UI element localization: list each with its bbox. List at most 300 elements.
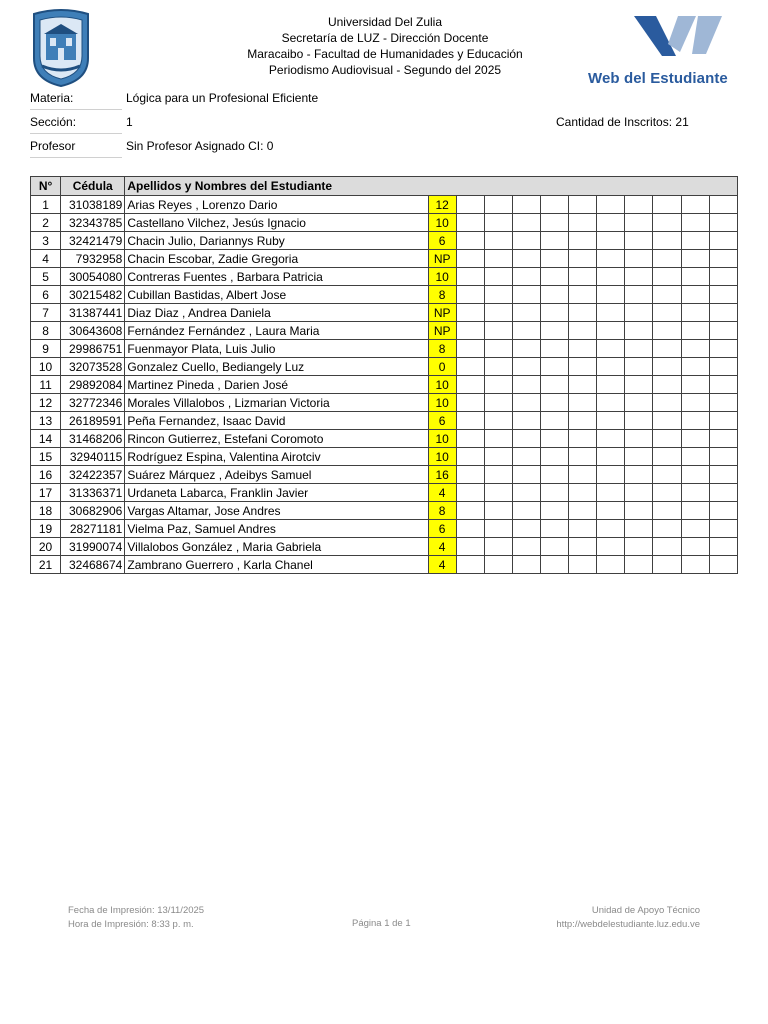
row-number: 2: [31, 214, 61, 232]
empty-grade-cell: [541, 538, 569, 556]
empty-grade-cell: [597, 304, 625, 322]
row-cedula: 32073528: [61, 358, 125, 376]
row-grade: 10: [428, 268, 456, 286]
empty-grade-cell: [484, 322, 512, 340]
empty-grade-cell: [681, 448, 709, 466]
empty-grade-cell: [541, 376, 569, 394]
row-student-name: Morales Villalobos , Lizmarian Victoria: [125, 394, 428, 412]
empty-grade-cell: [541, 466, 569, 484]
table-row: [31, 556, 738, 574]
document-header: [180, 14, 590, 78]
empty-grade-cell: [653, 484, 681, 502]
students-table: [30, 176, 738, 574]
profesor-label: Profesor: [30, 135, 122, 158]
empty-grade-cell: [456, 412, 484, 430]
empty-grade-cell: [484, 412, 512, 430]
empty-grade-cell: [625, 376, 653, 394]
row-cedula: 32343785: [61, 214, 125, 232]
empty-grade-cell: [653, 538, 681, 556]
table-row: [31, 268, 738, 286]
empty-grade-cell: [456, 304, 484, 322]
empty-grade-cell: [681, 304, 709, 322]
empty-grade-cell: [541, 268, 569, 286]
empty-grade-cell: [541, 196, 569, 214]
empty-grade-cell: [597, 484, 625, 502]
empty-grade-cell: [456, 250, 484, 268]
empty-grade-cell: [625, 502, 653, 520]
empty-grade-cell: [512, 466, 540, 484]
empty-grade-cell: [625, 394, 653, 412]
empty-grade-cell: [709, 268, 737, 286]
empty-grade-cell: [597, 250, 625, 268]
secretaria-line: Secretaría de LUZ - Dirección Docente: [281, 31, 489, 45]
empty-grade-cell: [597, 196, 625, 214]
empty-grade-cell: [456, 448, 484, 466]
empty-grade-cell: [709, 196, 737, 214]
row-number: 9: [31, 340, 61, 358]
empty-grade-cell: [625, 556, 653, 574]
profesor-value: Sin Profesor Asignado CI: 0: [126, 139, 274, 153]
empty-grade-cell: [456, 538, 484, 556]
row-cedula: 32421479: [61, 232, 125, 250]
row-grade: 6: [428, 520, 456, 538]
seccion-value: 1: [126, 115, 133, 129]
empty-grade-cell: [541, 232, 569, 250]
row-cedula: 32772346: [61, 394, 125, 412]
empty-grade-cell: [484, 448, 512, 466]
row-student-name: Rincon Gutierrez, Estefani Coromoto: [125, 430, 428, 448]
table-header-row: [31, 177, 738, 196]
empty-grade-cell: [709, 538, 737, 556]
empty-grade-cell: [541, 394, 569, 412]
empty-grade-cell: [512, 340, 540, 358]
empty-grade-cell: [484, 538, 512, 556]
table-row: [31, 232, 738, 250]
row-cedula: 26189591: [61, 412, 125, 430]
empty-grade-cell: [569, 412, 597, 430]
row-grade: 10: [428, 376, 456, 394]
print-time: Hora de Impresión: 8:33 p. m.: [68, 919, 194, 930]
row-student-name: Martinez Pineda , Darien José: [125, 376, 428, 394]
row-grade: NP: [428, 304, 456, 322]
row-number: 10: [31, 358, 61, 376]
seccion-label: Sección:: [30, 111, 122, 134]
empty-grade-cell: [653, 268, 681, 286]
empty-grade-cell: [653, 358, 681, 376]
empty-grade-cell: [625, 484, 653, 502]
support-info: [556, 904, 700, 932]
empty-grade-cell: [597, 466, 625, 484]
empty-grade-cell: [709, 394, 737, 412]
empty-grade-cell: [569, 358, 597, 376]
row-cedula: 29892084: [61, 376, 125, 394]
empty-grade-cell: [569, 250, 597, 268]
inscritos-count: Cantidad de Inscritos: 21: [556, 115, 689, 129]
empty-grade-cell: [484, 502, 512, 520]
empty-grade-cell: [709, 358, 737, 376]
empty-grade-cell: [512, 196, 540, 214]
col-header-number: N°: [31, 177, 61, 196]
empty-grade-cell: [597, 322, 625, 340]
empty-grade-cell: [541, 502, 569, 520]
empty-grade-cell: [569, 214, 597, 232]
empty-grade-cell: [653, 250, 681, 268]
empty-grade-cell: [456, 376, 484, 394]
empty-grade-cell: [569, 340, 597, 358]
row-student-name: Gonzalez Cuello, Bediangely Luz: [125, 358, 428, 376]
empty-grade-cell: [681, 358, 709, 376]
row-cedula: 30215482: [61, 286, 125, 304]
faculty-line: Maracaibo - Facultad de Humanidades y Educación: [247, 47, 523, 61]
empty-grade-cell: [709, 412, 737, 430]
row-grade: 10: [428, 430, 456, 448]
empty-grade-cell: [484, 484, 512, 502]
empty-grade-cell: [484, 232, 512, 250]
empty-grade-cell: [484, 268, 512, 286]
empty-grade-cell: [681, 502, 709, 520]
empty-grade-cell: [653, 466, 681, 484]
empty-grade-cell: [709, 466, 737, 484]
empty-grade-cell: [541, 448, 569, 466]
row-student-name: Fuenmayor Plata, Luis Julio: [125, 340, 428, 358]
table-row: [31, 484, 738, 502]
print-date: Fecha de Impresión: 13/11/2025: [68, 905, 205, 916]
empty-grade-cell: [541, 214, 569, 232]
empty-grade-cell: [681, 412, 709, 430]
empty-grade-cell: [681, 196, 709, 214]
empty-grade-cell: [456, 196, 484, 214]
empty-grade-cell: [512, 358, 540, 376]
empty-grade-cell: [456, 286, 484, 304]
row-number: 6: [31, 286, 61, 304]
empty-grade-cell: [456, 322, 484, 340]
row-cedula: 29986751: [61, 340, 125, 358]
empty-grade-cell: [569, 430, 597, 448]
empty-grade-cell: [681, 484, 709, 502]
empty-grade-cell: [625, 412, 653, 430]
empty-grade-cell: [709, 430, 737, 448]
empty-grade-cell: [681, 520, 709, 538]
empty-grade-cell: [653, 430, 681, 448]
empty-grade-cell: [541, 340, 569, 358]
empty-grade-cell: [625, 538, 653, 556]
empty-grade-cell: [569, 520, 597, 538]
row-cedula: 32422357: [61, 466, 125, 484]
row-cedula: 30643608: [61, 322, 125, 340]
empty-grade-cell: [512, 412, 540, 430]
empty-grade-cell: [512, 232, 540, 250]
empty-grade-cell: [484, 286, 512, 304]
table-row: [31, 376, 738, 394]
table-row: [31, 250, 738, 268]
empty-grade-cell: [456, 232, 484, 250]
empty-grade-cell: [569, 484, 597, 502]
empty-grade-cell: [541, 412, 569, 430]
table-row: [31, 394, 738, 412]
row-number: 12: [31, 394, 61, 412]
empty-grade-cell: [597, 376, 625, 394]
table-row: [31, 286, 738, 304]
empty-grade-cell: [569, 286, 597, 304]
empty-grade-cell: [681, 232, 709, 250]
empty-grade-cell: [456, 520, 484, 538]
empty-grade-cell: [569, 502, 597, 520]
empty-grade-cell: [541, 520, 569, 538]
empty-grade-cell: [597, 412, 625, 430]
row-number: 18: [31, 502, 61, 520]
empty-grade-cell: [484, 340, 512, 358]
empty-grade-cell: [625, 448, 653, 466]
empty-grade-cell: [456, 268, 484, 286]
empty-grade-cell: [569, 304, 597, 322]
row-number: 17: [31, 484, 61, 502]
table-row: [31, 448, 738, 466]
row-number: 5: [31, 268, 61, 286]
empty-grade-cell: [597, 556, 625, 574]
row-number: 21: [31, 556, 61, 574]
empty-grade-cell: [597, 286, 625, 304]
empty-grade-cell: [512, 322, 540, 340]
empty-grade-cell: [569, 322, 597, 340]
empty-grade-cell: [597, 232, 625, 250]
row-cedula: 31990074: [61, 538, 125, 556]
empty-grade-cell: [541, 430, 569, 448]
table-row: [31, 340, 738, 358]
row-grade: 4: [428, 538, 456, 556]
row-grade: NP: [428, 250, 456, 268]
empty-grade-cell: [681, 394, 709, 412]
row-student-name: Urdaneta Labarca, Franklin Javier: [125, 484, 428, 502]
table-row: [31, 412, 738, 430]
empty-grade-cell: [625, 268, 653, 286]
empty-grade-cell: [512, 376, 540, 394]
empty-grade-cell: [597, 214, 625, 232]
empty-grade-cell: [625, 322, 653, 340]
row-cedula: 31336371: [61, 484, 125, 502]
row-cedula: 30682906: [61, 502, 125, 520]
empty-grade-cell: [653, 412, 681, 430]
row-number: 19: [31, 520, 61, 538]
row-student-name: Chacin Julio, Dariannys Ruby: [125, 232, 428, 250]
empty-grade-cell: [653, 286, 681, 304]
row-student-name: Vielma Paz, Samuel Andres: [125, 520, 428, 538]
row-student-name: Vargas Altamar, Jose Andres: [125, 502, 428, 520]
empty-grade-cell: [484, 196, 512, 214]
empty-grade-cell: [709, 376, 737, 394]
empty-grade-cell: [484, 430, 512, 448]
empty-grade-cell: [569, 376, 597, 394]
table-row: [31, 304, 738, 322]
empty-grade-cell: [597, 502, 625, 520]
empty-grade-cell: [681, 268, 709, 286]
empty-grade-cell: [512, 502, 540, 520]
empty-grade-cell: [512, 520, 540, 538]
empty-grade-cell: [681, 214, 709, 232]
empty-grade-cell: [709, 304, 737, 322]
empty-grade-cell: [653, 214, 681, 232]
row-cedula: 32940115: [61, 448, 125, 466]
empty-grade-cell: [709, 286, 737, 304]
empty-grade-cell: [512, 448, 540, 466]
table-row: [31, 538, 738, 556]
empty-grade-cell: [512, 214, 540, 232]
empty-grade-cell: [653, 376, 681, 394]
row-student-name: Rodríguez Espina, Valentina Airotciv: [125, 448, 428, 466]
support-unit: Unidad de Apoyo Técnico: [591, 905, 700, 916]
row-grade: 12: [428, 196, 456, 214]
table-row: [31, 502, 738, 520]
row-grade: 8: [428, 286, 456, 304]
row-student-name: Peña Fernandez, Isaac David: [125, 412, 428, 430]
empty-grade-cell: [653, 448, 681, 466]
empty-grade-cell: [456, 358, 484, 376]
empty-grade-cell: [597, 538, 625, 556]
empty-grade-cell: [597, 340, 625, 358]
table-row: [31, 520, 738, 538]
row-number: 16: [31, 466, 61, 484]
empty-grade-cell: [512, 268, 540, 286]
table-row: [31, 430, 738, 448]
empty-grade-cell: [653, 520, 681, 538]
empty-grade-cell: [484, 214, 512, 232]
empty-grade-cell: [569, 466, 597, 484]
row-number: 8: [31, 322, 61, 340]
row-grade: 10: [428, 394, 456, 412]
row-number: 1: [31, 196, 61, 214]
empty-grade-cell: [456, 214, 484, 232]
empty-grade-cell: [681, 340, 709, 358]
row-student-name: Zambrano Guerrero , Karla Chanel: [125, 556, 428, 574]
empty-grade-cell: [681, 250, 709, 268]
empty-grade-cell: [456, 556, 484, 574]
print-info: [68, 904, 204, 932]
program-period-line: Periodismo Audiovisual - Segundo del 2025: [268, 63, 502, 77]
empty-grade-cell: [512, 250, 540, 268]
empty-grade-cell: [653, 304, 681, 322]
university-seal-icon: [30, 8, 92, 88]
empty-grade-cell: [456, 502, 484, 520]
empty-grade-cell: [597, 268, 625, 286]
empty-grade-cell: [512, 484, 540, 502]
empty-grade-cell: [625, 340, 653, 358]
empty-grade-cell: [709, 520, 737, 538]
empty-grade-cell: [484, 520, 512, 538]
row-number: 7: [31, 304, 61, 322]
empty-grade-cell: [681, 376, 709, 394]
col-header-cedula: Cédula: [61, 177, 125, 196]
empty-grade-cell: [681, 430, 709, 448]
empty-grade-cell: [512, 556, 540, 574]
empty-grade-cell: [709, 484, 737, 502]
row-student-name: Fernández Fernández , Laura Maria: [125, 322, 428, 340]
materia-value: Lógica para un Profesional Eficiente: [126, 91, 319, 105]
row-grade: 0: [428, 358, 456, 376]
empty-grade-cell: [625, 214, 653, 232]
empty-grade-cell: [681, 556, 709, 574]
empty-grade-cell: [625, 304, 653, 322]
row-grade: 10: [428, 448, 456, 466]
row-cedula: 32468674: [61, 556, 125, 574]
table-row: [31, 322, 738, 340]
empty-grade-cell: [456, 430, 484, 448]
empty-grade-cell: [569, 196, 597, 214]
logo-caption: Web del Estudiante: [588, 70, 728, 87]
support-url: http://webdelestudiante.luz.edu.ve: [556, 919, 700, 930]
row-cedula: 31468206: [61, 430, 125, 448]
row-cedula: 30054080: [61, 268, 125, 286]
empty-grade-cell: [709, 214, 737, 232]
empty-grade-cell: [625, 430, 653, 448]
table-row: [31, 358, 738, 376]
row-number: 11: [31, 376, 61, 394]
row-student-name: Chacin Escobar, Zadie Gregoria: [125, 250, 428, 268]
empty-grade-cell: [709, 340, 737, 358]
empty-grade-cell: [597, 448, 625, 466]
row-number: 15: [31, 448, 61, 466]
row-grade: 16: [428, 466, 456, 484]
row-student-name: Arias Reyes , Lorenzo Dario: [125, 196, 428, 214]
empty-grade-cell: [597, 430, 625, 448]
empty-grade-cell: [569, 232, 597, 250]
empty-grade-cell: [653, 196, 681, 214]
row-number: 13: [31, 412, 61, 430]
empty-grade-cell: [569, 448, 597, 466]
empty-grade-cell: [625, 196, 653, 214]
row-number: 3: [31, 232, 61, 250]
empty-grade-cell: [541, 484, 569, 502]
empty-grade-cell: [512, 286, 540, 304]
empty-grade-cell: [569, 556, 597, 574]
empty-grade-cell: [569, 538, 597, 556]
table-row: [31, 196, 738, 214]
empty-grade-cell: [597, 520, 625, 538]
empty-grade-cell: [512, 430, 540, 448]
empty-grade-cell: [653, 394, 681, 412]
empty-grade-cell: [484, 304, 512, 322]
empty-grade-cell: [512, 394, 540, 412]
row-student-name: Cubillan Bastidas, Albert Jose: [125, 286, 428, 304]
row-grade: 4: [428, 484, 456, 502]
materia-label: Materia:: [30, 87, 122, 110]
row-number: 14: [31, 430, 61, 448]
empty-grade-cell: [569, 394, 597, 412]
empty-grade-cell: [625, 520, 653, 538]
empty-grade-cell: [625, 286, 653, 304]
row-grade: 8: [428, 502, 456, 520]
empty-grade-cell: [512, 304, 540, 322]
row-grade: 4: [428, 556, 456, 574]
empty-grade-cell: [709, 322, 737, 340]
row-number: 4: [31, 250, 61, 268]
empty-grade-cell: [709, 556, 737, 574]
empty-grade-cell: [541, 286, 569, 304]
row-grade: 6: [428, 412, 456, 430]
empty-grade-cell: [541, 250, 569, 268]
empty-grade-cell: [484, 250, 512, 268]
empty-grade-cell: [597, 358, 625, 376]
empty-grade-cell: [653, 232, 681, 250]
row-cedula: 7932958: [61, 250, 125, 268]
empty-grade-cell: [456, 484, 484, 502]
empty-grade-cell: [541, 322, 569, 340]
empty-grade-cell: [653, 502, 681, 520]
table-row: [31, 466, 738, 484]
university-name: Universidad Del Zulia: [327, 15, 443, 29]
empty-grade-cell: [625, 466, 653, 484]
row-grade: 10: [428, 214, 456, 232]
empty-grade-cell: [709, 448, 737, 466]
empty-grade-cell: [456, 394, 484, 412]
